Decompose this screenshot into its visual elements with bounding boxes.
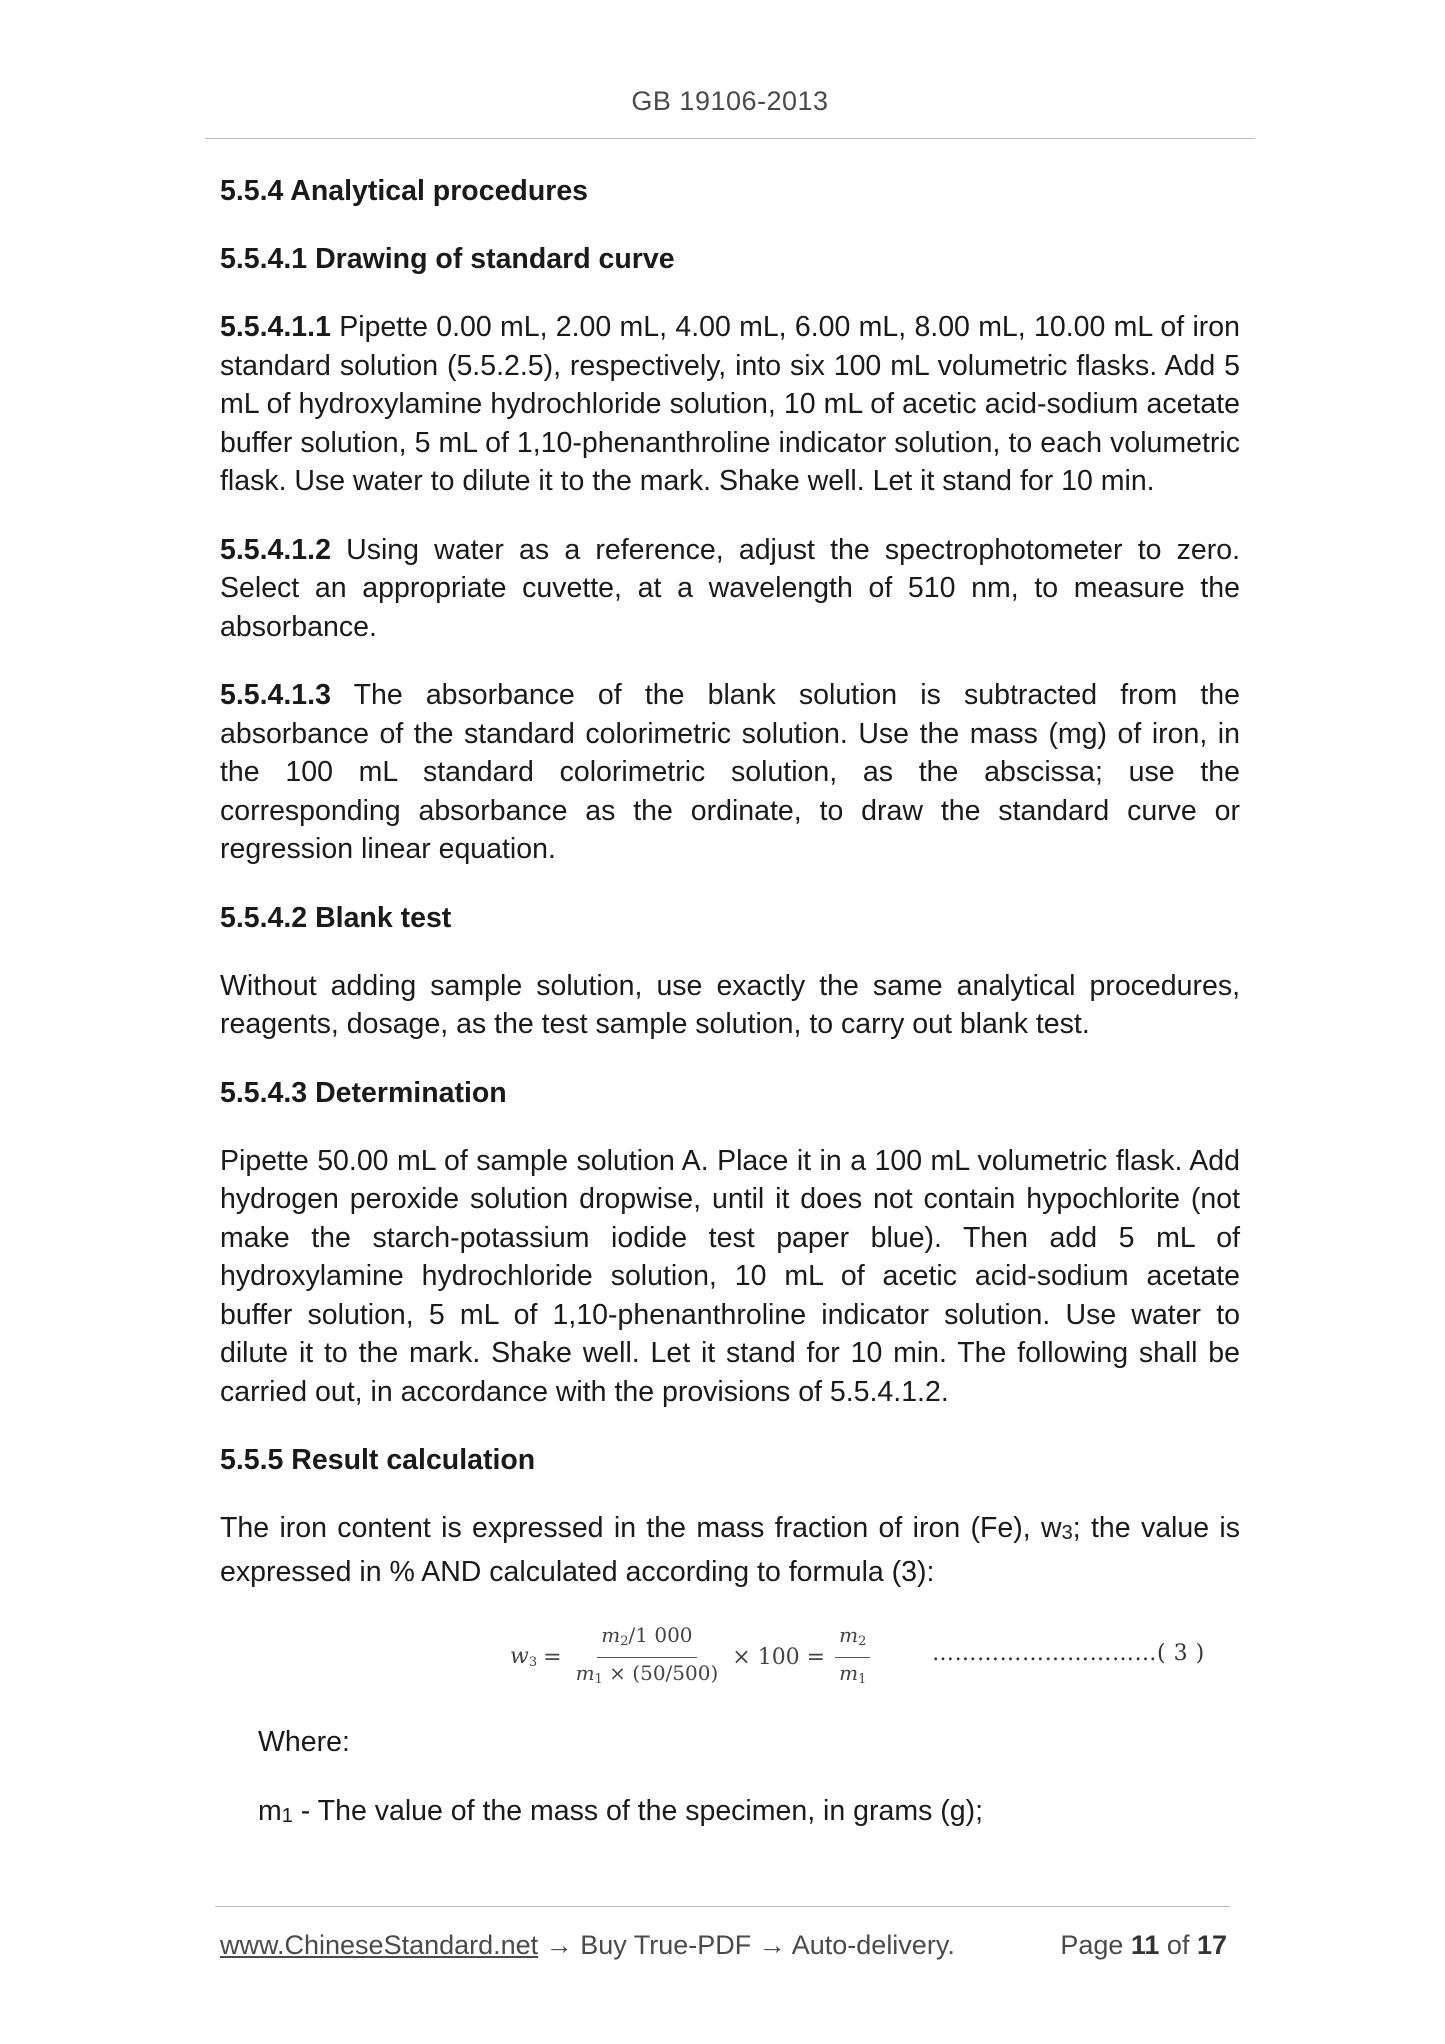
clause-number: 5.5.4.1.1 <box>220 311 331 343</box>
section-heading-5-5-4-2: 5.5.4.2 Blank test <box>220 901 452 934</box>
equals-sign: = <box>543 1644 562 1670</box>
paragraph-5-5-4-1-1 <box>220 308 1240 501</box>
clause-number: 5.5.4.1.3 <box>220 679 331 711</box>
formula-expression <box>510 1621 874 1693</box>
section-heading-5-5-4-1: 5.5.4.1 Drawing of standard curve <box>220 243 675 275</box>
paragraph-blank-test: Without adding sample solution, use exactly the same analytical procedures, reagents, dosage, as the test sample solution, to carry out blank test. <box>220 969 1240 1040</box>
section-heading-5-5-4: 5.5.4 Analytical procedures <box>220 175 589 207</box>
footer-promo-text: → Buy True-PDF → Auto-delivery. <box>538 1930 955 1960</box>
footer-divider <box>215 1906 1230 1907</box>
formula-lhs: w3 <box>510 1644 538 1670</box>
formula-number: …………………………( 3 ) <box>932 1641 1205 1666</box>
clause-text: The absorbance of the blank solution is subtracted from the absorbance of the standard colorimetric solution. Use the mass (mg) of iron, in the 100 mL standard colorimetric solution, as the abscissa; use the corresponding absorbance as the ordinate, to draw the standard curve or regression linear equation. <box>220 679 1240 865</box>
paragraph-determination: Pipette 50.00 mL of sample solution A. Place it in a 100 mL volumetric flask. Add hydrogen peroxide solution dropwise, until it does not contain hypochlorite (not make the starch-potassium iodide test paper blue). Then add 5 mL of hydroxylamine hydrochloride solution, 10 mL of acetic acid-sodium acetate buffer solution, 5 mL of 1,10-phenanthroline indicator solution. Use water to dilute it to the mark. Shake well. Let it stand for 10 min. The following shall be carried out, in accordance with the provisions of 5.5.4.1.2. <box>220 1144 1240 1408</box>
page-indicator: Page 11 of 17 <box>1060 1930 1227 1960</box>
footer-promo <box>220 1930 955 1961</box>
fraction-2 <box>835 1622 870 1693</box>
document-header: GB 19106-2013 <box>631 86 829 116</box>
definition-m1: m1 - The value of the mass of the specimen, in grams (g); <box>258 1794 983 1827</box>
paragraph-5-5-4-1-2 <box>220 531 1240 647</box>
document-body <box>220 172 1240 1835</box>
paragraph-5-5-4-1-3 <box>220 676 1240 869</box>
times-100: × 100 = <box>732 1644 826 1670</box>
paragraph-result-calculation: The iron content is expressed in the mass fraction of iron (Fe), w3; the value is expressed in % AND calculated according to formula (3): <box>220 1512 1240 1588</box>
current-page: 11 <box>1130 1930 1160 1960</box>
website-link[interactable]: www.ChineseStandard.net <box>220 1930 539 1960</box>
formula-3 <box>220 1621 1240 1693</box>
fraction-1-denominator: m1 × (50/500) <box>575 1660 719 1687</box>
clause-number: 5.5.4.1.2 <box>220 533 331 566</box>
section-heading-5-5-5: 5.5.5 Result calculation <box>220 1444 536 1476</box>
fraction-2-denominator: m1 <box>839 1660 867 1687</box>
fraction-2-numerator: m2 <box>835 1622 870 1658</box>
clause-text: Using water as a reference, adjust the spectrophotometer to zero. Select an appropriate cuvette, at a wavelength of 510 nm, to measure the absorbance. <box>220 533 1240 643</box>
header-divider <box>205 138 1255 139</box>
where-label: Where: <box>258 1726 350 1758</box>
section-heading-5-5-4-3: 5.5.4.3 Determination <box>220 1076 507 1109</box>
total-pages: 17 <box>1196 1930 1227 1960</box>
clause-text: Pipette 0.00 mL, 2.00 mL, 4.00 mL, 6.00 mL, 8.00 mL, 10.00 mL of iron standard solution (5.5.2.5), respectively, into six 100 mL volumetric flasks. Add 5 mL of hydroxylamine hydrochloride solution, 10 mL of acetic acid-sodium acetate buffer solution, 5 mL of 1,10-phenanthroline indicator solution, to each volumetric flask. Use water to dilute it to the mark. Shake well. Let it stand for 10 min. <box>220 311 1240 497</box>
fraction-1-numerator: m2/1 000 <box>597 1622 696 1658</box>
fraction-1 <box>572 1622 723 1693</box>
